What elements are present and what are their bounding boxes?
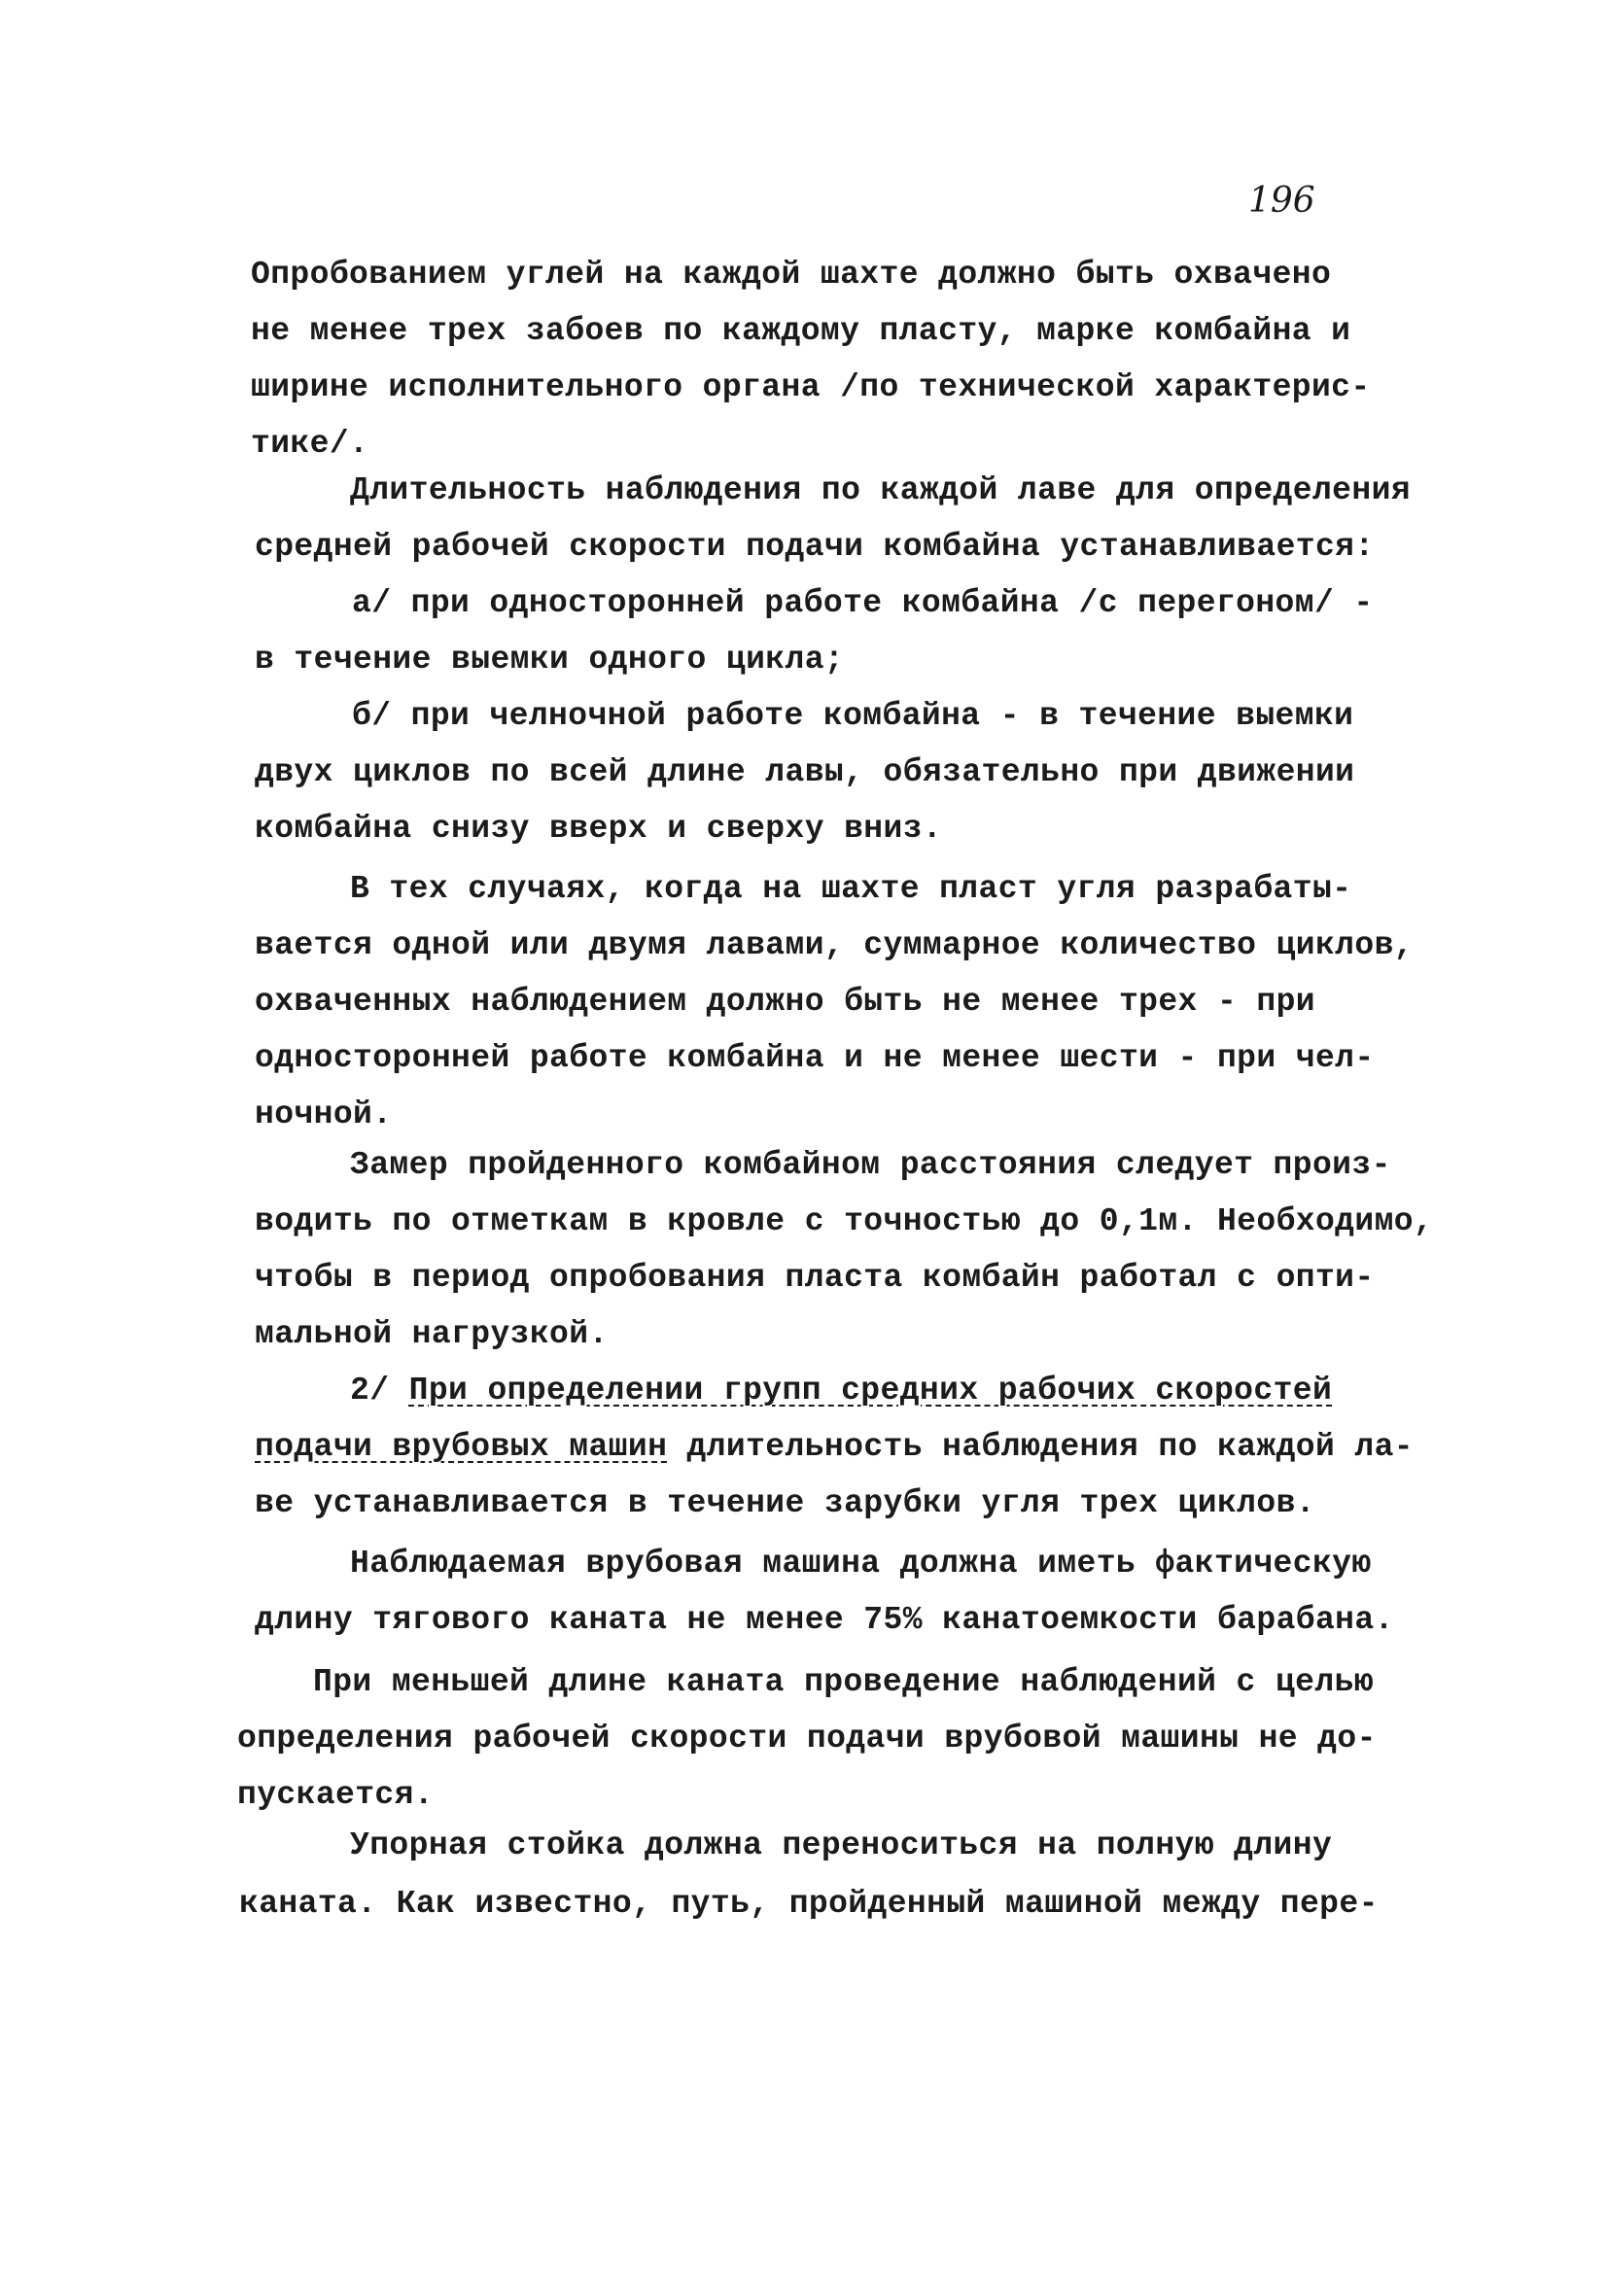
- text-line: б/ при челночной работе комбайна - в течение выемки: [352, 698, 1354, 734]
- text-line: двух циклов по всей длине лавы, обязательно при движении: [255, 754, 1355, 790]
- text-line: средней рабочей скорости подачи комбайна устанавливается:: [255, 529, 1375, 565]
- text-line: При меньшей длине каната проведение наблюдений с целью: [313, 1664, 1374, 1700]
- text-line: каната. Как известно, путь, пройденный машиной между пере-: [239, 1886, 1379, 1922]
- text-line: комбайна снизу вверх и сверху вниз.: [255, 811, 943, 847]
- text-line: мальной нагрузкой.: [255, 1316, 609, 1352]
- text-line: ночной.: [255, 1096, 393, 1132]
- text-line: а/ при односторонней работе комбайна /с перегоном/ -: [352, 585, 1374, 621]
- text-line: ширине исполнительного органа /по технической характерис-: [251, 369, 1371, 405]
- text-line: односторонней работе комбайна и не менее шести - при чел-: [255, 1040, 1375, 1076]
- text-line: не менее трех забоев по каждому пласту, марке комбайна и: [251, 313, 1351, 349]
- text-line: водить по отметкам в кровле с точностью до 0,1м. Необходимо,: [255, 1203, 1434, 1239]
- section-heading-line: [350, 1374, 1332, 1407]
- text-line: Упорная стойка должна переноситься на полную длину: [350, 1827, 1333, 1863]
- section-heading-line: [255, 1431, 1414, 1463]
- text-line: Опробованием углей на каждой шахте должно быть охвачено: [251, 257, 1332, 293]
- text-line: Длительность наблюдения по каждой лаве для определения: [350, 472, 1411, 508]
- text-line: вается одной или двумя лавами, суммарное количество циклов,: [255, 927, 1414, 963]
- text-line: В тех случаях, когда на шахте пласт угля разрабаты-: [350, 871, 1352, 907]
- text-line: охваченных наблюдением должно быть не менее трех - при: [255, 984, 1315, 1020]
- section-number: 2/: [350, 1373, 409, 1409]
- page-number: 196: [1248, 181, 1315, 221]
- text-line: тике/.: [251, 426, 369, 462]
- underlined-heading: подачи врубовых машин: [255, 1429, 668, 1465]
- underlined-heading: При определении групп средних рабочих скоростей: [408, 1373, 1333, 1409]
- text-line: в течение выемки одного цикла;: [255, 642, 845, 678]
- text-line: пускается.: [237, 1777, 435, 1813]
- text-line: длину тягового каната не менее 75% канатоемкости барабана.: [255, 1602, 1394, 1638]
- text-line: Замер пройденного комбайном расстояния следует произ-: [350, 1147, 1391, 1183]
- text-line: ве устанавливается в течение зарубки угля трех циклов.: [255, 1485, 1315, 1521]
- text-line: чтобы в период опробования пласта комбайн работал с опти-: [255, 1260, 1375, 1296]
- text-segment: длительность наблюдения по каждой ла-: [667, 1429, 1415, 1465]
- text-line: Наблюдаемая врубовая машина должна иметь фактическую: [350, 1546, 1372, 1582]
- text-line: определения рабочей скорости подачи врубовой машины не до-: [237, 1721, 1377, 1757]
